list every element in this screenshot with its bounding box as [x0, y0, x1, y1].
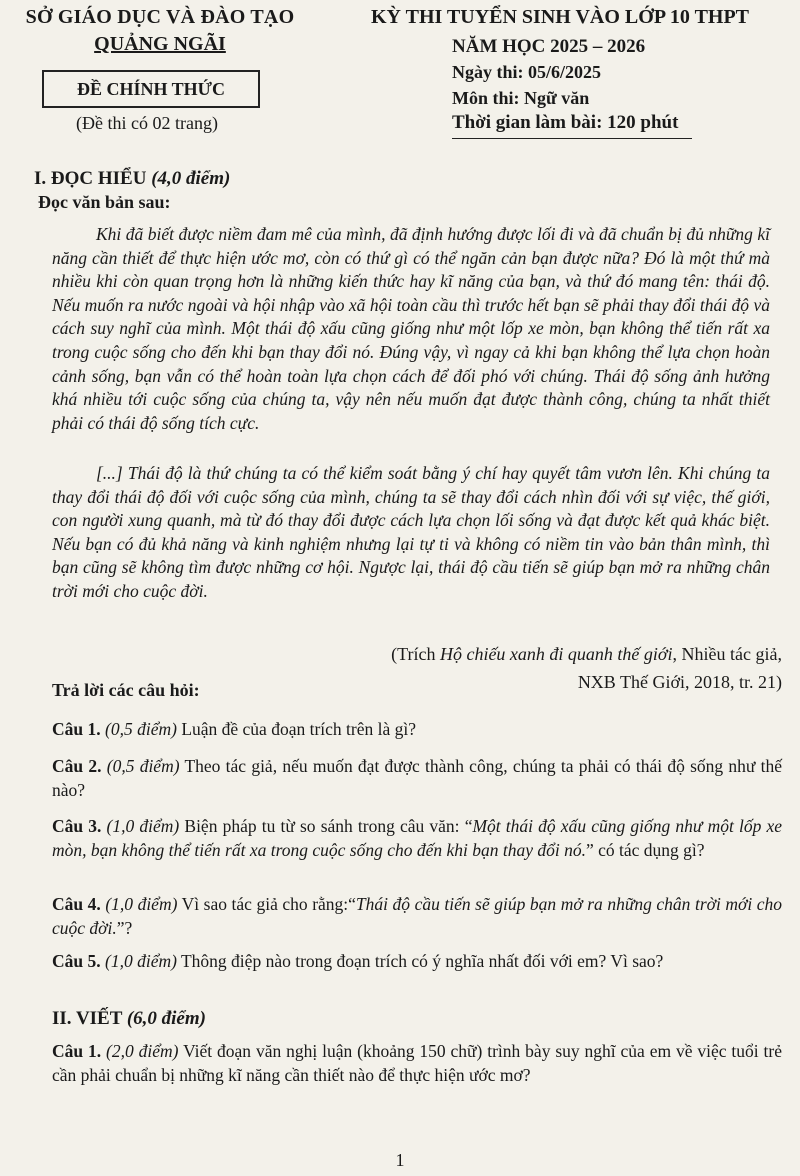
question-1: [52, 718, 782, 742]
writing-points: (6,0 điểm): [126, 1008, 206, 1029]
question-tail: ”?: [116, 917, 133, 938]
reading-section-title: [34, 168, 230, 190]
question-points: (2,0 điểm): [106, 1041, 179, 1061]
writing-question-1: [52, 1040, 782, 1087]
exam-date: Ngày thi: 05/6/2025: [452, 62, 602, 82]
answer-prompt: Trả lời các câu hỏi:: [52, 680, 200, 700]
school-year: NĂM HỌC 2025 – 2026: [452, 36, 646, 57]
question-2: [52, 755, 782, 802]
question-quote: Thái độ cầu tiến sẽ giúp bạn mở ra những chân trời mới cho cuộc đời.: [52, 894, 783, 938]
question-text: Viết đoạn văn nghị luận (khoảng 150 chữ) trình bày suy nghĩ của em về việc tuổi trẻ cần phải chuẩn bị những kĩ năng cần thiết nào để thực hiện ước mơ?: [52, 1041, 783, 1085]
question-label: Câu 2.: [52, 756, 102, 776]
question-text: Thông điệp nào trong đoạn trích có ý nghĩa nhất đối với em? Vì sao?: [176, 951, 664, 971]
exam-duration: Thời gian làm bài: 120 phút: [452, 112, 679, 133]
writing-section-title: [52, 1008, 206, 1030]
question-5: [52, 950, 782, 974]
pages-note: (Đề thi có 02 trang): [76, 113, 218, 133]
reading-points: (4,0 điểm): [151, 168, 231, 189]
question-text: Theo tác giả, nếu muốn đạt được thành công, chúng ta phải có thái độ sống như thế nào?: [52, 756, 782, 800]
question-quote: Một thái độ xấu cũng giống như một lốp xe mòn, bạn không thể tiến rất xa trong cuộc sống cho đến khi bạn thay đổi nó.: [52, 816, 782, 860]
question-text: Vì sao tác giả cho rằng:“: [177, 894, 356, 914]
question-label: Câu 3.: [52, 816, 102, 836]
passage-paragraph-2: [...] Thái độ là thứ chúng ta có thể kiểm soát bằng ý chí hay quyết tâm vươn lên. Khi chúng ta thay đổi thái độ đối với cuộc sống của mình, chúng ta sẽ thay đổi cách nhìn đối với sự việc, thế giới, con người xung quanh, mà từ đó thay đổi được cách lựa chọn lối sống và đạt được kết quả khác biệt. Nếu bạn có đủ khả năng và kinh nghiệm nhưng lại tự ti và không có niềm tin vào bản thân mình, thì bạn cũng sẽ không tìm được những cơ hội. Ngược lại, thái độ cầu tiến sẽ giúp bạn mở ra những chân trời mới cho cuộc đời.: [52, 463, 770, 601]
reading-title: I. ĐỌC HIỂU: [34, 168, 147, 189]
question-points: (0,5 điểm): [105, 719, 177, 739]
question-points: (1,0 điểm): [106, 816, 180, 836]
question-3: [52, 815, 782, 862]
passage-source: [300, 640, 782, 696]
question-text: Biện pháp tu từ so sánh trong câu văn: “: [179, 816, 473, 836]
page-number: 1: [395, 1150, 405, 1170]
duration-underline: [452, 138, 692, 139]
source-authors: , Nhiều tác giả,: [672, 644, 782, 664]
question-label: Câu 4.: [52, 894, 101, 914]
source-prefix: (Trích: [391, 644, 440, 664]
source-publisher: NXB Thế Giới, 2018, tr. 21): [577, 672, 782, 692]
exam-title: KỲ THI TUYỂN SINH VÀO LỚP 10 THPT: [370, 6, 750, 28]
writing-title: II. VIẾT: [52, 1008, 123, 1029]
question-tail: ” có tác dụng gì?: [586, 839, 705, 860]
department-name: SỞ GIÁO DỤC VÀ ĐÀO TẠO: [25, 6, 295, 28]
official-exam-box: [42, 70, 260, 108]
question-points: (1,0 điểm): [105, 951, 177, 971]
question-label: Câu 5.: [52, 951, 101, 971]
question-label: Câu 1.: [52, 1041, 102, 1061]
source-book: Hộ chiếu xanh đi quanh thế giới: [439, 644, 673, 664]
question-4: [52, 893, 782, 940]
question-points: (0,5 điểm): [106, 756, 180, 776]
passage-paragraph-1: Khi đã biết được niềm đam mê của mình, đã định hướng được lối đi và đã chuẩn bị đủ những kĩ năng cần thiết để thực hiện ước mơ, còn có thứ gì có thể ngăn cản bạn được nữa? Đó là một thứ mà nhiều khi còn quan trọng hơn là những kiến thức hay kĩ năng của bạn, và thứ đó mang tên: thái độ. Nếu muốn ra nước ngoài và hội nhập vào xã hội toàn cầu thì trước hết bạn sẽ phải thay đổi thái độ và cách suy nghĩ của mình. Một thái độ xấu cũng giống như một lốp xe mòn, bạn không thể tiến rất xa trong cuộc sống cho đến khi bạn thay đổi nó. Đúng vậy, vì ngay cả khi bạn không thể lựa chọn hoàn cảnh sống, bạn vẫn có thể hoàn toàn lựa chọn cách để đối phó với chúng. Thái độ sống ảnh hưởng khá nhiều tới cuộc sống của chúng ta, vậy nên nếu muốn đạt được thành công, chúng ta nhất thiết phải có thái độ sống tích cực.: [52, 224, 770, 433]
question-label: Câu 1.: [52, 719, 101, 739]
question-text: Luận đề của đoạn trích trên là gì?: [176, 719, 416, 739]
exam-info-block: [330, 6, 790, 29]
official-label: ĐỀ CHÍNH THỨC: [76, 78, 226, 99]
exam-subject: Môn thi: Ngữ văn: [452, 88, 590, 108]
reading-instruction: Đọc văn bản sau:: [38, 192, 171, 212]
issuer-block: [0, 6, 320, 56]
province-name: QUẢNG NGÃI: [94, 33, 226, 55]
question-points: (1,0 điểm): [105, 894, 178, 914]
